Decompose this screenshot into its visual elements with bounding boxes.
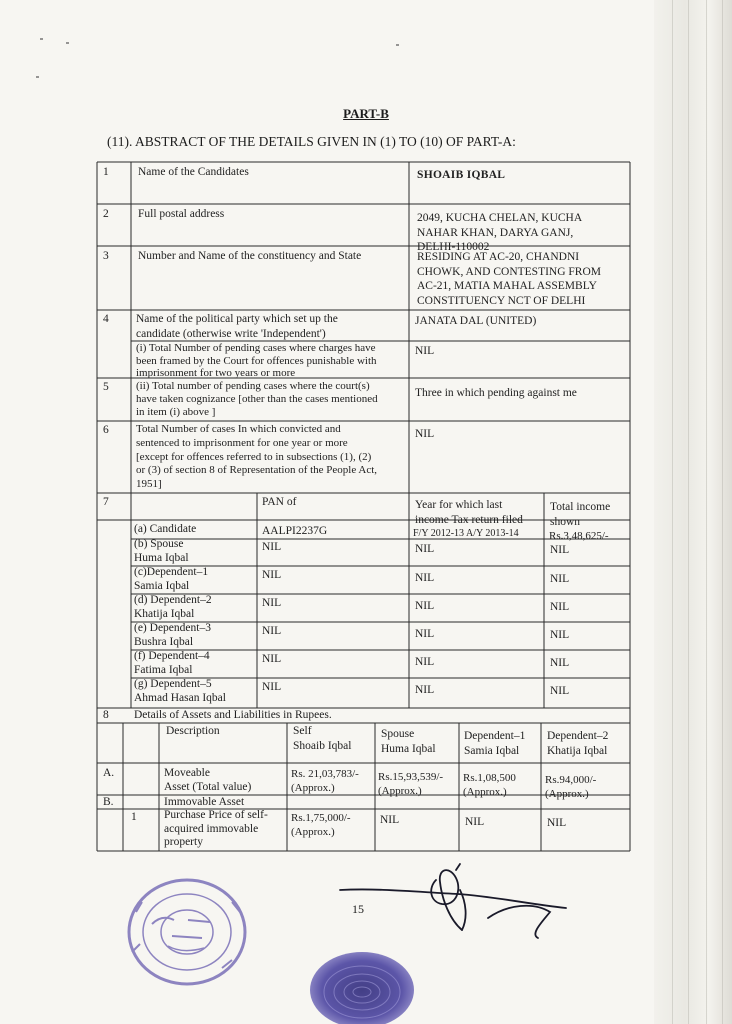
candidate-name-label: Name of the Candidates <box>138 166 249 178</box>
signature <box>338 860 568 940</box>
row-number: 3 <box>103 250 109 262</box>
pan-value: AALPI2237G <box>262 525 328 537</box>
row-number: 5 <box>103 381 109 393</box>
purchase-price-dependent-1: NIL <box>465 816 485 828</box>
year-value: NIL <box>415 656 435 668</box>
pan-header: PAN of <box>262 496 297 508</box>
abstract-heading: (11). ABSTRACT OF THE DETAILS GIVEN IN (1) TO (10) OF PART-A: <box>107 134 516 149</box>
row-number: 1 <box>131 811 137 823</box>
postal-address-label: Full postal address <box>138 208 225 220</box>
row-code: A. <box>103 767 115 779</box>
year-value: F/Y 2012-13 A/Y 2013-14 <box>413 528 519 539</box>
year-value: NIL <box>415 600 435 612</box>
year-value: NIL <box>415 543 435 555</box>
party-label: Name of the political party which set up the candidate (otherwise write 'Independent') <box>136 313 338 340</box>
purchase-price-spouse: NIL <box>380 814 400 826</box>
constituency-label: Number and Name of the constituency and State <box>138 250 362 262</box>
description-header: Description <box>166 725 220 737</box>
income-value: NIL <box>550 657 570 669</box>
pan-value: NIL <box>262 653 282 665</box>
column-header-dependent-2: Dependent–2 Khatija Iqbal <box>547 730 609 757</box>
constituency-value: RESIDING AT AC-20, CHANDNI CHOWK, AND CONTESTING FROM AC-21, MATIA MAHAL ASSEMBLY CONSTITUENCY NCT OF DELHI <box>417 251 602 307</box>
party-value: JANATA DAL (UNITED) <box>415 315 537 327</box>
row-number: 4 <box>103 313 109 325</box>
column-header-dependent-1: Dependent–1 Samia Iqbal <box>464 730 526 757</box>
immovable-asset-label: Immovable Asset <box>164 796 245 808</box>
thumbprint <box>300 950 420 1024</box>
pan-value: NIL <box>262 681 282 693</box>
person-label: (a) Candidate <box>134 523 197 535</box>
moveable-asset-spouse: Rs.15,93,539/- (Approx.) <box>378 771 444 797</box>
person-label: (g) Dependent–5 Ahmad Hasan Iqbal <box>134 678 226 704</box>
year-value: NIL <box>415 628 435 640</box>
moveable-asset-label: Moveable Asset (Total value) <box>164 767 252 793</box>
person-label: (b) Spouse Huma Iqbal <box>134 538 189 564</box>
pan-value: NIL <box>262 625 282 637</box>
moveable-asset-dependent-2: Rs.94,000/- (Approx.) <box>545 774 597 800</box>
person-label: (e) Dependent–3 Bushra Iqbal <box>134 622 211 648</box>
row-number: 1 <box>103 166 109 178</box>
purchase-price-self: Rs.1,75,000/- (Approx.) <box>291 812 351 838</box>
column-header-self: Self Shoaib Iqbal <box>293 725 352 752</box>
year-value: NIL <box>415 572 435 584</box>
pan-value: NIL <box>262 541 282 553</box>
column-header-spouse: Spouse Huma Iqbal <box>381 728 436 755</box>
year-value: NIL <box>415 684 435 696</box>
income-value: NIL <box>550 685 570 697</box>
row-number: 7 <box>103 496 109 508</box>
year-header: Year for which last income Tax return filed <box>415 499 523 526</box>
pending-cases-charges-value: NIL <box>415 345 435 357</box>
row-code: B. <box>103 796 114 808</box>
postal-address-value: 2049, KUCHA CHELAN, KUCHA NAHAR KHAN, DARYA GANJ, DELHI-110002 <box>417 212 583 253</box>
row-number: 6 <box>103 424 109 436</box>
income-value: NIL <box>550 544 570 556</box>
assets-title: Details of Assets and Liabilities in Rupees. <box>134 709 332 721</box>
pan-value: NIL <box>262 569 282 581</box>
income-value: NIL <box>550 601 570 613</box>
person-label: (d) Dependent–2 Khatija Iqbal <box>134 594 212 620</box>
pending-cases-cognizance-value: Three in which pending against me <box>415 387 577 399</box>
convicted-cases-value: NIL <box>415 428 435 440</box>
page-number: 15 <box>352 902 364 916</box>
moveable-asset-dependent-1: Rs.1,08,500 (Approx.) <box>463 772 516 798</box>
pan-value: NIL <box>262 597 282 609</box>
moveable-asset-self: Rs. 21,03,783/- (Approx.) <box>291 768 359 794</box>
pending-cases-cognizance-label: (ii) Total number of pending cases where the court(s) have taken cognizance [other than the cases mentioned in item (i) above ] <box>136 380 378 418</box>
notary-stamp <box>122 872 252 992</box>
purchase-price-label: Purchase Price of self- acquired immovable property <box>164 809 268 848</box>
part-b-heading: PART-B <box>343 106 389 121</box>
income-value: Rs.3,48,625/- <box>549 530 609 542</box>
convicted-cases-label: Total Number of cases In which convicted and sentenced to imprisonment for one year or more [except for offences referred to in subsections (1), (2) or (3) of section 8 of Representation of the People Act, 1951] <box>136 423 378 491</box>
row-number: 8 <box>103 709 109 721</box>
pending-cases-charges-label: (i) Total Number of pending cases where charges have been framed by the Court for offences punishable with imprisonment for two years or more <box>136 342 377 379</box>
income-header: Total income shown <box>550 501 611 528</box>
purchase-price-dependent-2: NIL <box>547 817 567 829</box>
person-label: (f) Dependent–4 Fatima Iqbal <box>134 650 210 676</box>
row-number: 2 <box>103 208 109 220</box>
income-value: NIL <box>550 629 570 641</box>
person-label: (c)Dependent–1 Samia Iqbal <box>134 566 209 592</box>
income-value: NIL <box>550 573 570 585</box>
candidate-name-value: SHOAIB IQBAL <box>417 169 506 181</box>
